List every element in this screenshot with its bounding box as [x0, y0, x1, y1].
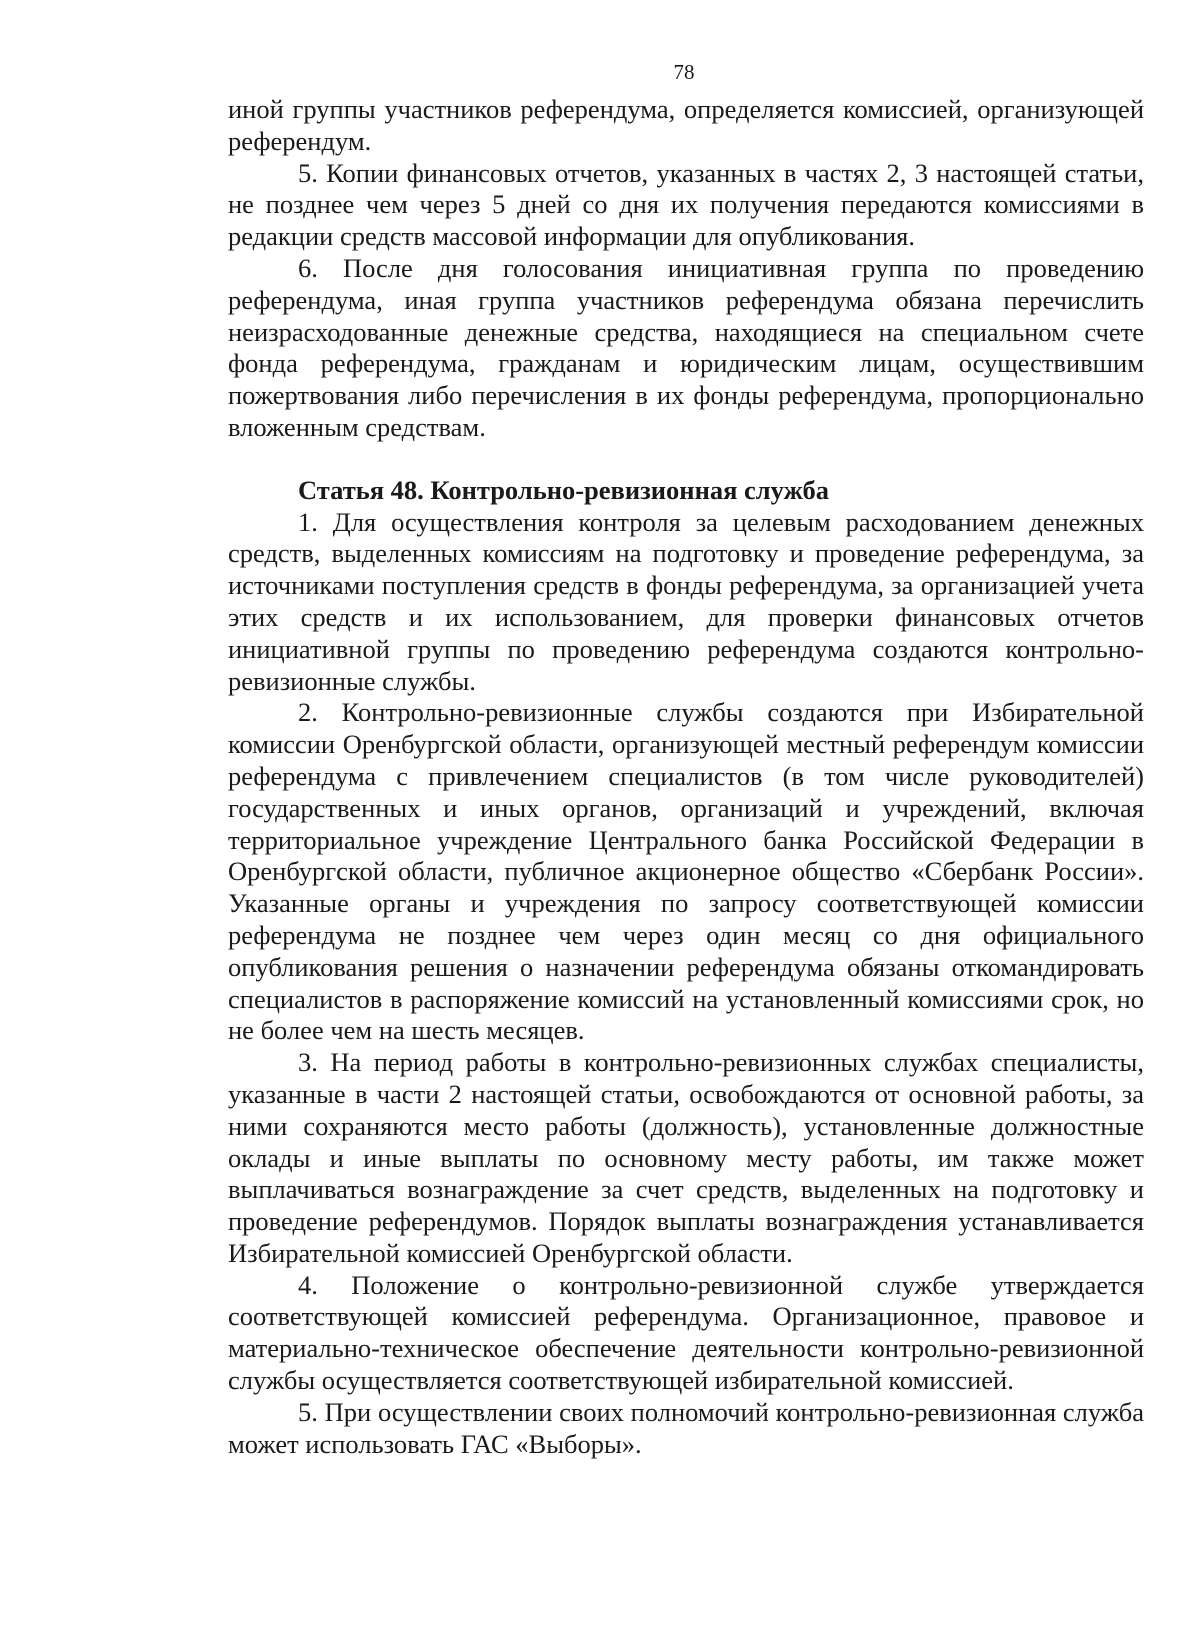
article-paragraph-2: 2. Контрольно-ревизионные службы создаются при Избирательной комиссии Оренбургской области, организующей местный референдум комиссии референдума с привлечением специалистов (в том числе руководителей) государственных и иных органов, организаций и учреждений, включая территориальное учреждение Центрального банка Российской Федерации в Оренбургской области, публичное акционерное общество «Сбербанк России». Указанные органы и учреждения по запросу соответствующей комиссии референдума не позднее чем через один месяц со дня официального опубликования решения о назначении референдума обязаны откомандировать специалистов в распоряжение комиссий на установленный комиссиями срок, но не более чем на шесть месяцев.: [228, 697, 1144, 1046]
article-paragraph-3: 3. На период работы в контрольно-ревизионных службах специалисты, указанные в части 2 настоящей статьи, освобождаются от основной работы, за ними сохраняются место работы (должность), установленные должностные оклады и иные выплаты по основному месту работы, им также может выплачиваться вознаграждение за счет средств, выделенных на подготовку и проведение референдумов. Порядок выплаты вознаграждения устанавливается Избирательной комиссией Оренбургской области.: [228, 1047, 1144, 1268]
paragraph-item-6: 6. После дня голосования инициативная группа по проведению референдума, иная группа участников референдума обязана перечислить неизрасходованные денежные средства, находящиеся на специальном счете фонда референдума, гражданам и юридическим лицам, осуществившим пожертвования либо перечисления в их фонды референдума, пропорционально вложенным средствам.: [228, 252, 1144, 442]
article-paragraph-5: 5. При осуществлении своих полномочий контрольно-ревизионная служба может использовать ГАС «Выборы».: [228, 1396, 1144, 1459]
paragraph-item-5: 5. Копии финансовых отчетов, указанных в частях 2, 3 настоящей статьи, не позднее чем через 5 дней со дня их получения передаются комиссиями в редакции средств массовой информации для опубликования.: [228, 157, 1144, 252]
article-paragraph-4: 4. Положение о контрольно-ревизионной службе утверждается соответствующей комиссией референдума. Организационное, правовое и материально-техническое обеспечение деятельности контрольно-ревизионной службы осуществляется соответствующей избирательной комиссией.: [228, 1269, 1144, 1396]
paragraph-continuation: иной группы участников референдума, определяется комиссией, организующей референдум.: [228, 94, 1144, 156]
document-body: [228, 94, 1144, 1460]
article-paragraph-1: 1. Для осуществления контроля за целевым расходованием денежных средств, выделенных комиссиям на подготовку и проведение референдума, за источниками поступления средств в фонды референдума, за организацией учета этих средств и их использованием, для проверки финансовых отчетов инициативной группы по проведению референдума создаются контрольно-ревизионные службы.: [228, 506, 1144, 696]
page-number: 78: [673, 60, 695, 84]
article-title: Статья 48. Контрольно-ревизионная служба: [298, 474, 829, 505]
